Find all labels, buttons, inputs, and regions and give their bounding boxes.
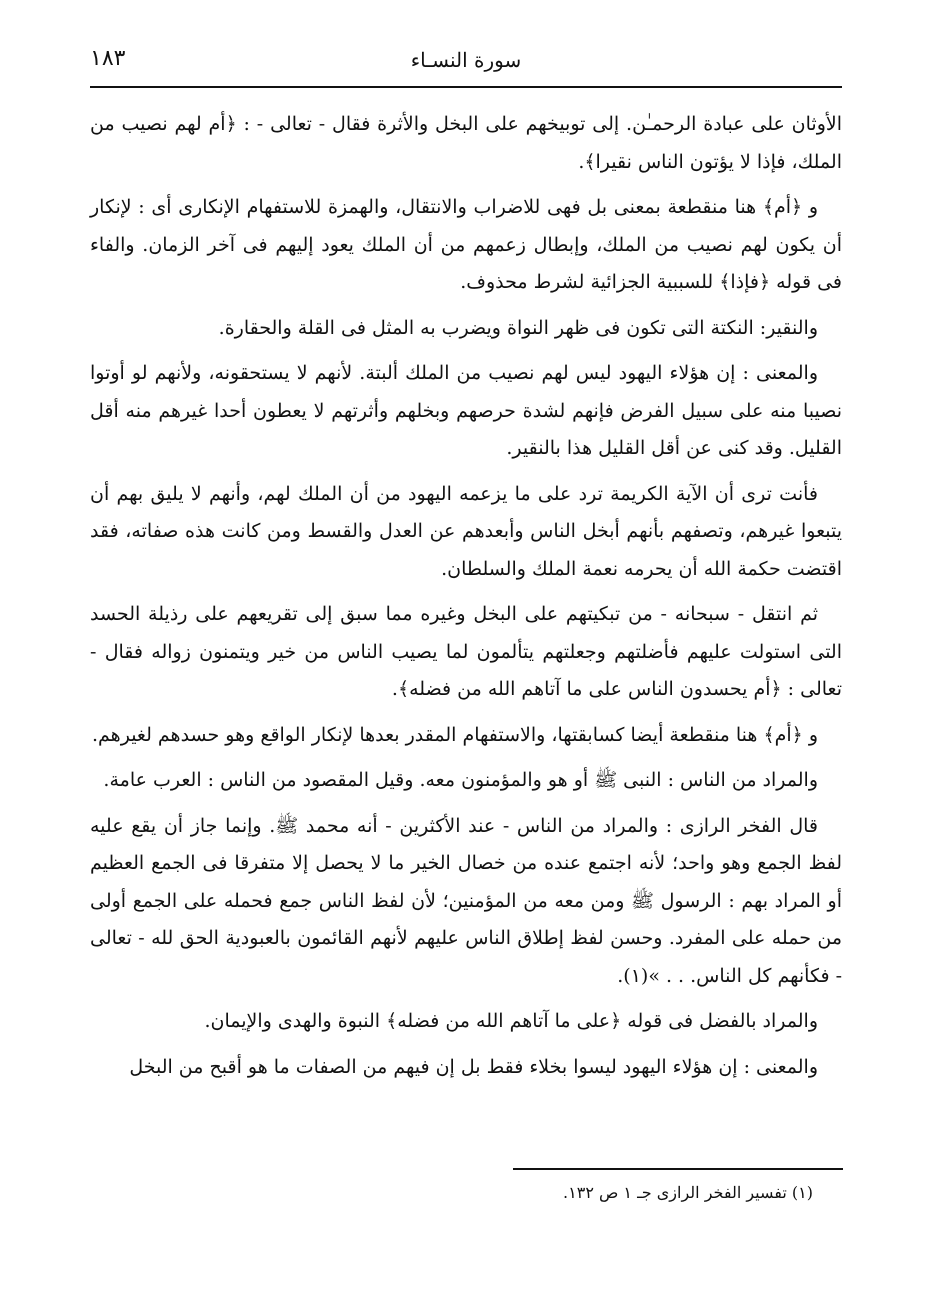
paragraph: والمعنى : إن هؤلاء اليهود ليس لهم نصيب من الملك ألبتة. لأنهم لا يستحقونه، ولأنهم لو أوتوا نصيبا منه على سبيل الفرض فإنهم لشدة حرصهم وبخلهم وأثرتهم لا يعطون أحدا غيرهم منه أقل القليل. وقد كنى عن أقل القليل هذا بالنقير.: [90, 362, 843, 459]
paragraph: قال الفخر الرازى : والمراد من الناس - عند الأكثرين - أنه محمد ﷺ. وإنما جاز أن يقع عليه لفظ الجمع وهو واحد؛ لأنه اجتمع عنده من خصال الخير ما لا يحصل إلا متفرقا فى الجمع العظيم أو المراد بهم : الرسول ﷺ ومن معه من المؤمنين؛ لأن لفظ الناس جمع فحمله على الجمع أولى من حمله على المفرد. وحسن لفظ إطلاق الناس عليهم لأنهم القائمون بالعبودية الحق لله - تعالى - فكأنهم كل الناس. . . »(١).: [90, 814, 842, 987]
footnote: (١) تفسير الفخر الرازى جـ ١ ص ١٣٢.: [563, 1183, 813, 1202]
body-text: [90, 106, 842, 1094]
footnote-divider: [513, 1168, 843, 1170]
paragraph: ثم انتقل - سبحانه - من تبكيتهم على البخل وغيره مما سبق إلى تقريعهم على رذيلة الحسد التى استولت عليهم فأضلتهم وجعلتهم يتألمون لما يصيب الناس من خير ويتمنون زواله فقال - تعالى : ﴿أم يحسدون الناس على ما آتاهم الله من فضله﴾.: [90, 603, 842, 700]
paragraph: و ﴿أم﴾ هنا منقطعة أيضا كسابقتها، والاستفهام المقدر بعدها لإنكار الواقع وهو حسدهم لغيرهم.: [92, 723, 818, 746]
page-number: ١٨٣: [90, 46, 126, 71]
paragraph: الأوثان على عبادة الرحمـٰن. إلى توبيخهم على البخل والأثرة فقال - تعالى - : ﴿أم لهم نصيب من الملك، فإذا لا يؤتون الناس نقيرا﴾.: [90, 113, 842, 173]
paragraph: والمراد بالفضل فى قوله ﴿على ما آتاهم الله من فضله﴾ النبوة والهدى والإيمان.: [204, 1010, 818, 1032]
paragraph: فأنت ترى أن الآية الكريمة ترد على ما يزعمه اليهود من أن الملك لهم، وأنهم لا يليق بهم أن يتبعوا غيرهم، وتصفهم بأنهم أبخل الناس وأبعدهم عن العدل والقسط ومن كانت هذه صفاته، فقد اقتضت حكمة الله أن يحرمه نعمة الملك والسلطان.: [90, 482, 842, 580]
paragraph: والنقير: النكتة التى تكون فى ظهر النواة ويضرب به المثل فى القلة والحقارة.: [218, 316, 818, 339]
header-divider: [90, 86, 842, 88]
paragraph: والمراد من الناس : النبى ﷺ أو هو والمؤمنون معه. وقيل المقصود من الناس : العرب عامة.: [103, 769, 818, 791]
running-head: [90, 42, 842, 82]
page-title: سورة النسـاء: [410, 48, 522, 72]
paragraph: و ﴿أم﴾ هنا منقطعة بمعنى بل فهى للاضراب والانتقال، والهمزة للاستفهام الإنكارى أى : لإنكار أن يكون لهم نصيب من الملك، وإبطال زعمهم من أن الملك يعود إليهم فى آخر الزمان. والفاء فى قوله ﴿فإذا﴾ للسببية الجزائية لشرط محذوف.: [90, 196, 842, 293]
paragraph: والمعنى : إن هؤلاء اليهود ليسوا بخلاء فقط بل إن فيهم من الصفات ما هو أقبح من البخل: [129, 1055, 818, 1078]
